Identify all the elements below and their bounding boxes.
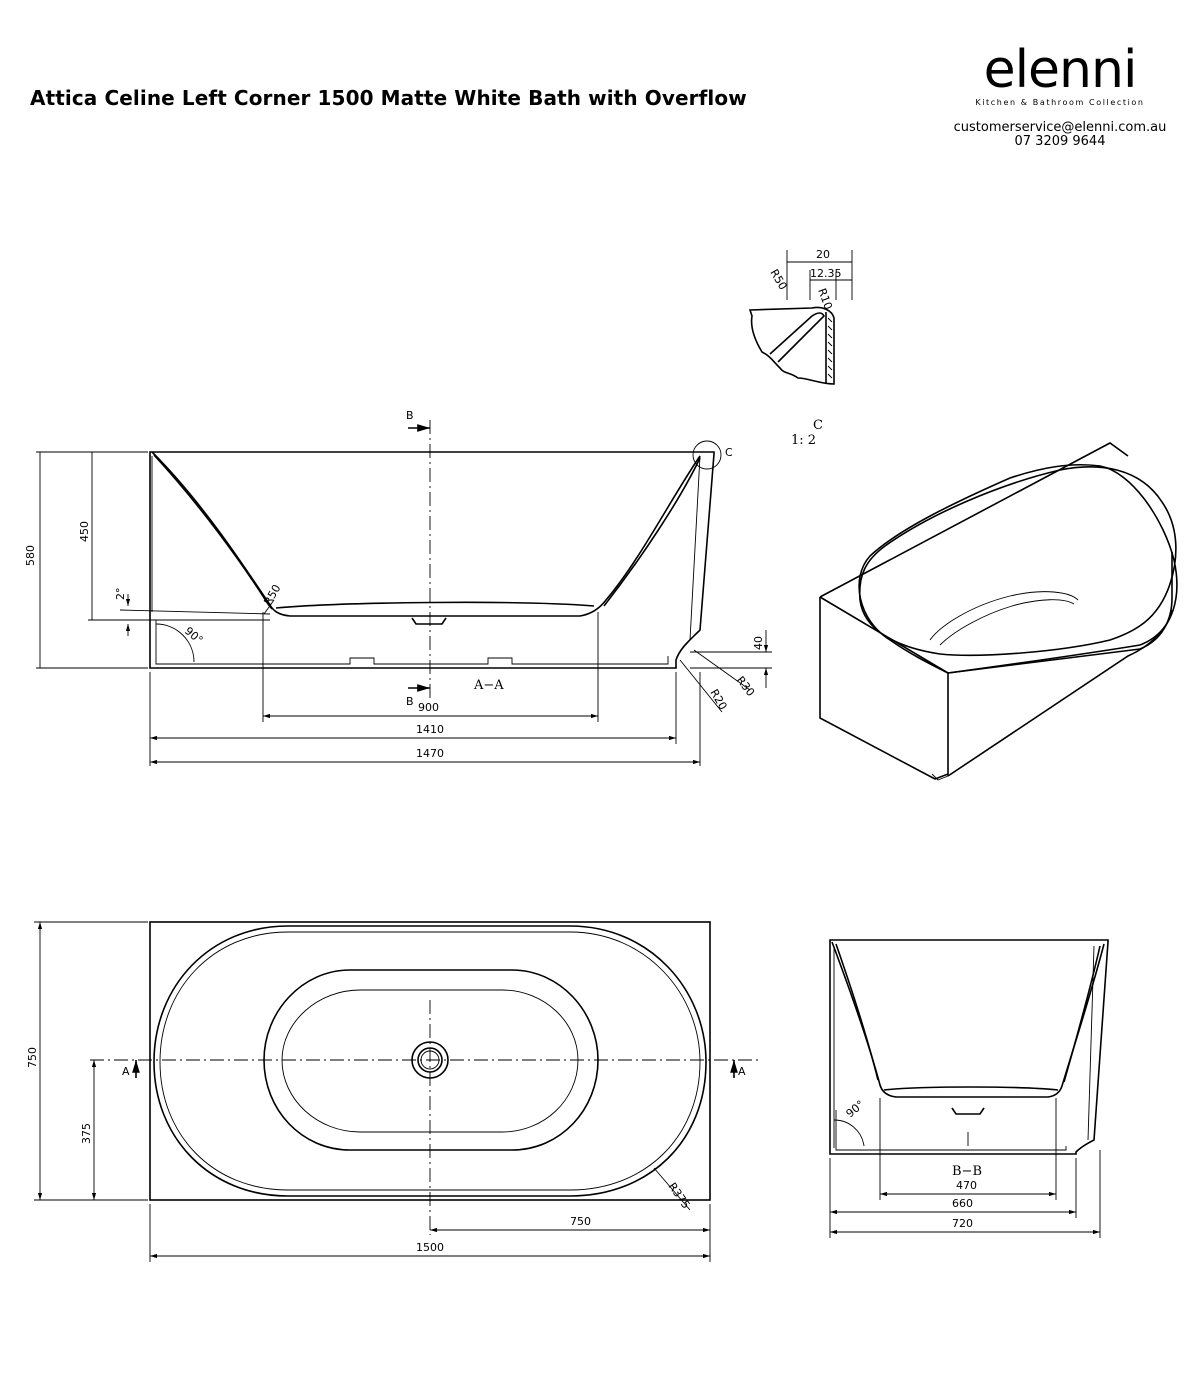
section-bb-dim-470: 470 — [956, 1179, 977, 1192]
brand-name: elenni — [983, 40, 1137, 100]
section-aa-marker-c: C — [725, 446, 733, 459]
detail-c-label: C — [813, 418, 823, 433]
plan-dim-1500: 1500 — [416, 1241, 444, 1254]
section-aa — [24, 409, 772, 766]
detail-c — [750, 248, 852, 448]
section-aa-label: A−A — [474, 678, 504, 693]
section-aa-angle-2: 2° — [114, 587, 127, 600]
section-bb-label: B−B — [952, 1164, 982, 1179]
plan-marker-a-right: A — [738, 1065, 746, 1078]
section-bb-dim-720: 720 — [952, 1217, 973, 1230]
section-aa-dim-580: 580 — [24, 545, 37, 566]
section-bb-dim-660: 660 — [952, 1197, 973, 1210]
detail-c-dim-1235: 12.35 — [810, 267, 842, 280]
section-aa-dim-1410: 1410 — [416, 723, 444, 736]
plan-view — [26, 922, 760, 1262]
section-bb-angle-90: 90° — [843, 1097, 867, 1121]
section-aa-dim-1470: 1470 — [416, 747, 444, 760]
page-title: Attica Celine Left Corner 1500 Matte White Bath with Overflow — [30, 86, 747, 110]
detail-c-dim-20: 20 — [816, 248, 830, 261]
detail-c-r50: R50 — [767, 267, 790, 293]
section-aa-angle-90: 90° — [182, 624, 206, 647]
section-aa-marker-b-bottom: B — [406, 695, 414, 708]
plan-r375: R375 — [665, 1180, 693, 1212]
section-aa-r50: R50 — [261, 582, 284, 608]
section-aa-r20: R20 — [707, 687, 730, 713]
section-aa-dim-450: 450 — [78, 521, 91, 542]
section-aa-marker-b-top: B — [406, 409, 414, 422]
detail-c-scale: 1: 2 — [791, 433, 817, 448]
section-aa-dim-40: 40 — [752, 636, 765, 650]
detail-c-r10: R10 — [815, 286, 835, 312]
plan-dim-750-height: 750 — [26, 1047, 39, 1068]
plan-dim-750-half: 750 — [570, 1215, 591, 1228]
section-bb — [830, 940, 1108, 1238]
isometric-view — [820, 443, 1177, 780]
plan-marker-a-left: A — [122, 1065, 130, 1078]
section-aa-dim-900: 900 — [418, 701, 439, 714]
section-aa-r30: R30 — [733, 673, 758, 699]
contact-email[interactable]: customerservice@elenni.com.au — [953, 120, 1167, 135]
brand-tagline: Kitchen & Bathroom Collection — [975, 98, 1145, 107]
plan-dim-375: 375 — [80, 1123, 93, 1144]
contact-phone[interactable]: 07 3209 9644 — [1014, 134, 1106, 149]
